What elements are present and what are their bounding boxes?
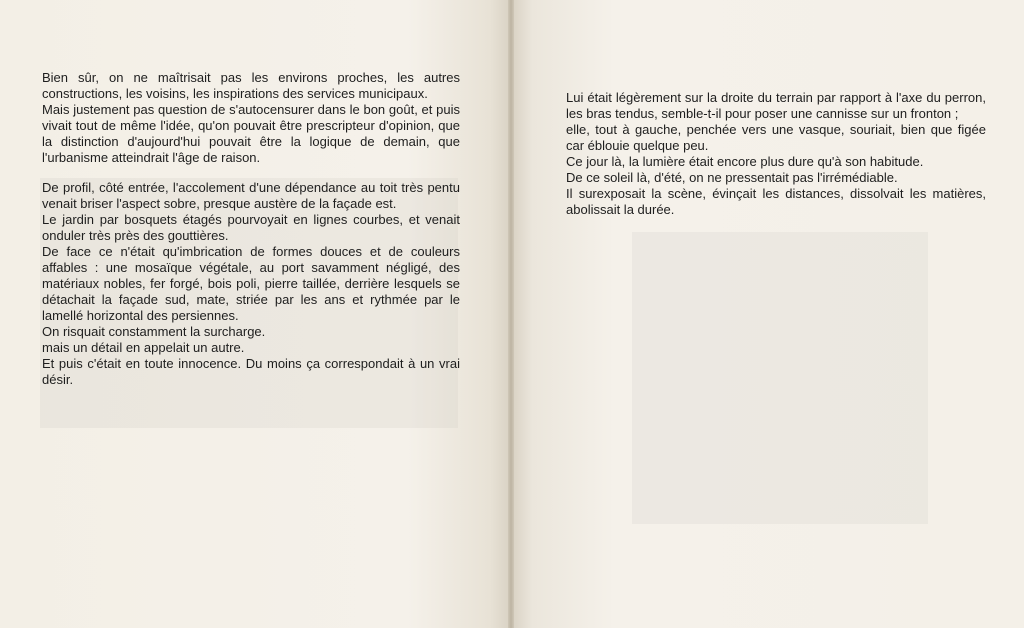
- left-page: [0, 0, 510, 628]
- paragraph: Il surexposait la scène, évinçait les distances, dissolvait les matières, abolissait la durée.: [566, 186, 986, 217]
- bleed-through-shadow: [632, 232, 928, 524]
- left-page-text: [42, 70, 460, 388]
- book-gutter: [508, 0, 514, 628]
- paragraph: Ce jour là, la lumière était encore plus dure qu'à son habitude.: [566, 154, 924, 169]
- paragraph: elle, tout à gauche, penchée vers une vasque, souriait, bien que figée car éblouie quelque peu.: [566, 122, 986, 153]
- paragraph: mais un détail en appelait un autre.: [42, 340, 245, 355]
- paragraph: Mais justement pas question de s'autocensurer dans le bon goût, et puis vivait tout de même l'idée, qu'on pouvait être prescripteur d'opinion, que la distinction d'aujourd'hui pouvait être la logique de demain, que l'urbanisme atteindrait l'âge de raison.: [42, 102, 460, 165]
- right-page: [512, 0, 1024, 628]
- paragraph: On risquait constamment la surcharge.: [42, 324, 266, 339]
- paragraph: De face ce n'était qu'imbrication de formes douces et de couleurs affables : une mosaïque végétale, au port savamment négligé, des matériaux nobles, fer forgé, bois poli, pierre taillée, derrière lesquels se détachait la façade sud, mate, striée par les ans et rythmée par le lamellé horizontal des persiennes.: [42, 244, 460, 323]
- paragraph: Le jardin par bosquets étagés pourvoyait en lignes courbes, et venait onduler très près des gouttières.: [42, 212, 460, 243]
- paragraph: Lui était légèrement sur la droite du terrain par rapport à l'axe du perron, les bras tendus, semble-t-il pour poser une cannisse sur un fronton ;: [566, 90, 986, 121]
- paragraph: De ce soleil là, d'été, on ne pressentait pas l'irrémédiable.: [566, 170, 898, 185]
- right-page-text: [566, 90, 986, 218]
- paragraph: Et puis c'était en toute innocence. Du moins ça correspondait à un vrai désir.: [42, 356, 460, 387]
- paragraph: Bien sûr, on ne maîtrisait pas les environs proches, les autres constructions, les voisins, les inspirations des services municipaux.: [42, 70, 460, 101]
- paragraph-gap: [42, 166, 460, 180]
- paragraph: De profil, côté entrée, l'accolement d'une dépendance au toit très pentu venait briser l'aspect sobre, presque austère de la façade est.: [42, 180, 460, 211]
